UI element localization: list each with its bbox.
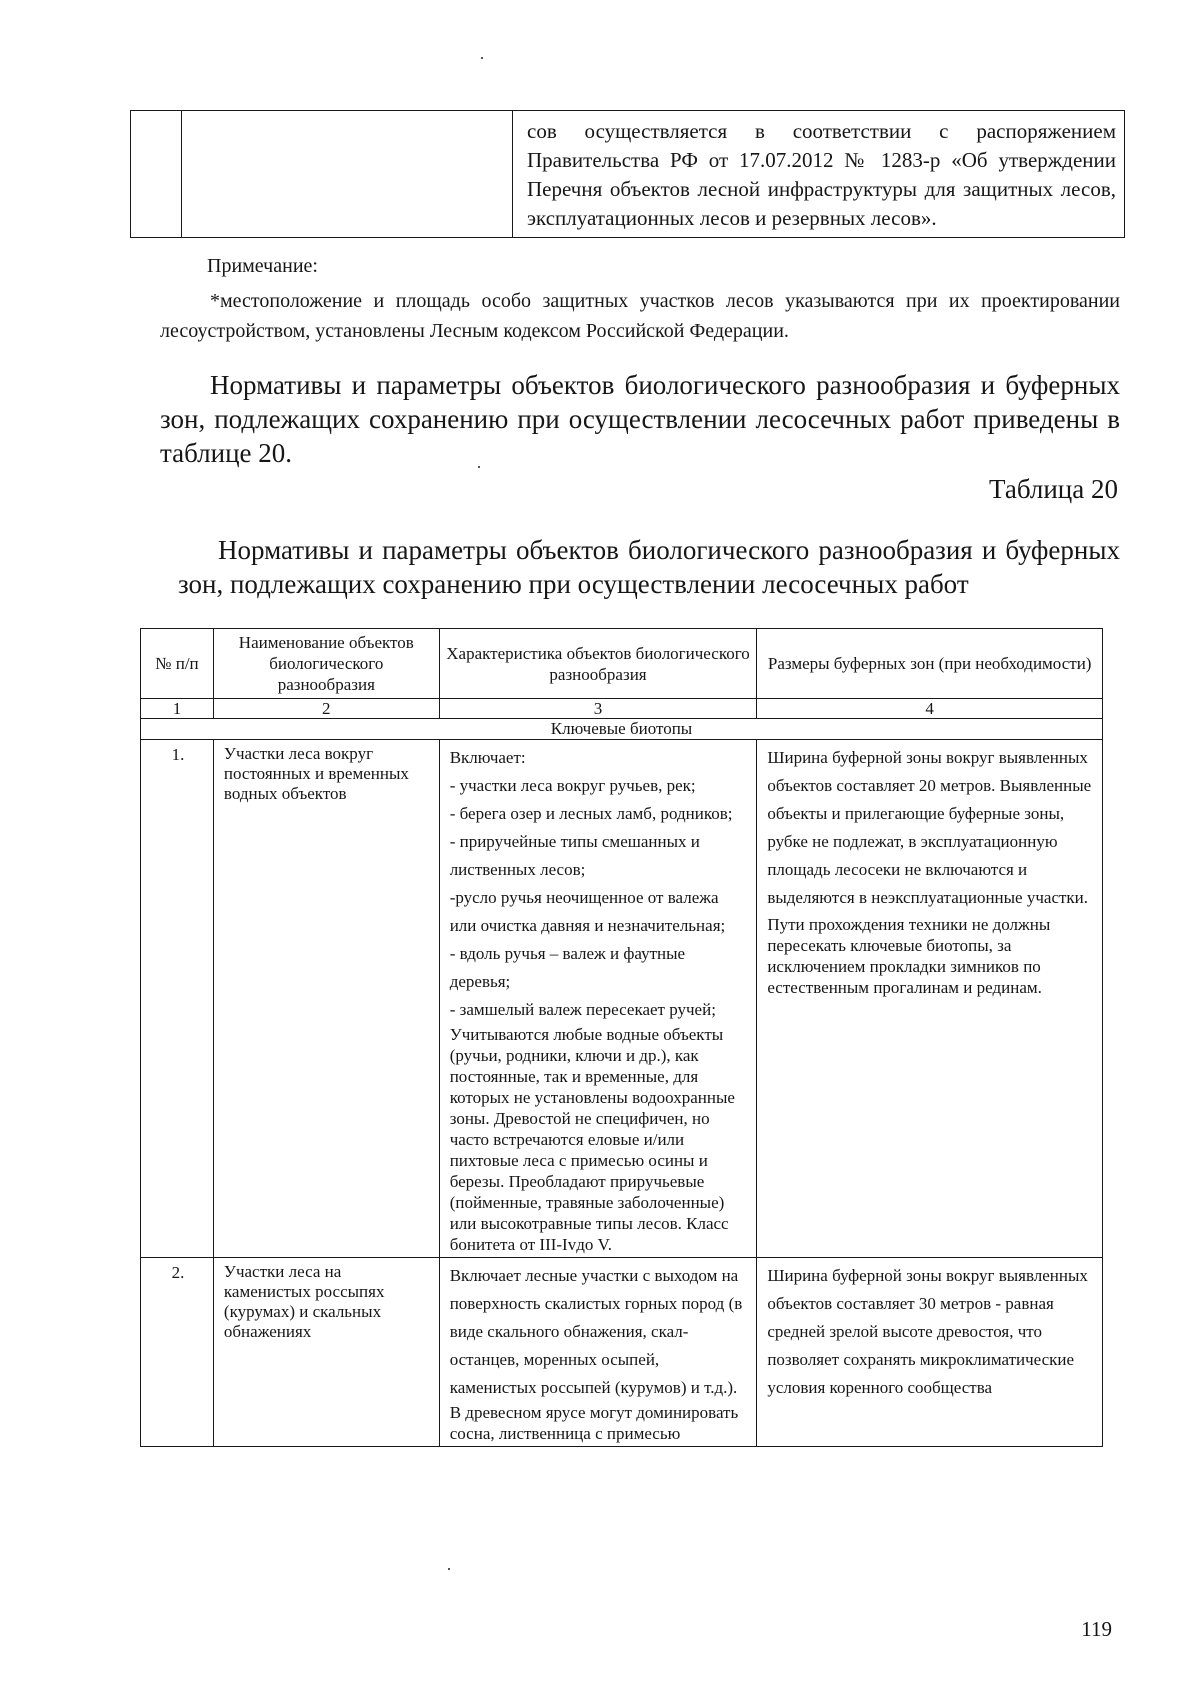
list-item: - участки леса вокруг ручьев, рек; bbox=[449, 776, 696, 795]
intro-paragraph: Нормативы и параметры объектов биологического разнообразия и буферных зон, подлежащих сохранению при осуществлении лесосечных работ приведены в таблице 20. bbox=[160, 370, 1120, 468]
row-buffer bbox=[757, 1258, 1103, 1447]
scan-speck bbox=[448, 1568, 450, 1570]
page-number: 119 bbox=[1081, 1617, 1112, 1641]
buffer-text: Ширина буферной зоны вокруг выявленных объектов составляет 30 метров - равная средней зрелой высоте древостоя, что позволяет сохранять микроклиматические условия коренного сообщества bbox=[767, 1266, 1088, 1397]
table-row bbox=[141, 1258, 1103, 1447]
empty-cell bbox=[182, 111, 513, 238]
row-characteristics bbox=[439, 740, 757, 1258]
group-title: Ключевые биотопы bbox=[141, 719, 1103, 740]
characteristics-text: Учитываются любые водные объекты (ручьи, родники, ключи и др.), как постоянные, так и временные, для которых не установлены водоохранные зоны. Древостой не специфичен, но часто встречаются еловые и/или пихтовые леса с примесью осины и березы. Преобладают приручьевые (пойменные, травяные заболоченные) или высокотравные типы лесов. Класс бонитета от III-Ivдо V. bbox=[449, 1025, 735, 1254]
column-number: 1 bbox=[141, 699, 214, 719]
column-number: 3 bbox=[439, 699, 757, 719]
characteristics-main: Включает лесные участки с выходом на поверхность скалистых горных пород (в виде скального обнажения, скал- останцев, моренных осыпей, каменистых россыпей (курумов) и т.д.). bbox=[449, 1266, 743, 1397]
row-name: Участки леса вокруг постоянных и временных водных объектов bbox=[213, 740, 439, 1258]
row-number: 1. bbox=[141, 740, 214, 1258]
list-item: - приручейные типы смешанных и лиственных лесов; bbox=[449, 832, 700, 879]
column-number-row bbox=[141, 699, 1103, 719]
scan-speck bbox=[481, 57, 483, 59]
scan-speck bbox=[478, 466, 480, 468]
note-label: Примечание: bbox=[207, 255, 318, 277]
column-number: 2 bbox=[213, 699, 439, 719]
note-text: *местоположение и площадь особо защитных участков лесов указываются при их проектировании лесоустройством, установлены Лесным кодексом Российской Федерации. bbox=[160, 290, 1120, 342]
table-title: Нормативы и параметры объектов биологического разнообразия и буферных зон, подлежащих сохранению при осуществлении лесосечных работ bbox=[178, 535, 1120, 599]
row-name: Участки леса на каменистых россыпях (курумах) и скальных обнажениях bbox=[213, 1258, 439, 1447]
characteristics-extra: В древесном ярусе могут доминировать сосна, лиственница с примесью bbox=[449, 1403, 739, 1443]
buffer-main: Ширина буферной зоны вокруг выявленных объектов составляет 20 метров. Выявленные объекты и прилегающие буферные зоны, рубке не подлежат, в эксплуатационную площадь лесосеки не включаются и выделяются в неэксплуатационные участки. bbox=[767, 748, 1092, 907]
table-row bbox=[131, 111, 1125, 238]
group-row bbox=[141, 719, 1103, 740]
characteristics-list bbox=[450, 744, 749, 1024]
list-item: - вдоль ручья – валеж и фаутные деревья; bbox=[449, 944, 686, 991]
header-row bbox=[141, 629, 1103, 699]
row-buffer bbox=[757, 740, 1103, 1258]
header-characteristics: Характеристика объектов биологического разнообразия bbox=[439, 629, 757, 699]
row-characteristics bbox=[439, 1258, 757, 1447]
biodiversity-table bbox=[140, 628, 1103, 1447]
buffer-extra: Пути прохождения техники не должны пересекать ключевые биотопы, за исключением прокладки зимников по естественным прогалинам и рединам. bbox=[767, 915, 1051, 997]
header-buffer: Размеры буферных зон (при необходимости) bbox=[757, 629, 1103, 699]
continuation-table bbox=[130, 110, 1125, 238]
column-number: 4 bbox=[757, 699, 1103, 719]
empty-cell bbox=[131, 111, 182, 238]
list-item: - берега озер и лесных ламб, родников; bbox=[449, 804, 733, 823]
continuation-text: сов осуществляется в соответствии с распоряжением Правительства РФ от 17.07.2012 № 1283-р «Об утверждении Перечня объектов лесной инфраструктуры для защитных лесов, эксплуатационных лесов и резервных лесов». bbox=[513, 111, 1125, 238]
list-item: - замшелый валеж пересекает ручей; bbox=[449, 1000, 716, 1019]
table-label: Таблица 20 bbox=[989, 474, 1118, 504]
row-number: 2. bbox=[141, 1258, 214, 1447]
header-name: Наименование объектов биологического разнообразия bbox=[213, 629, 439, 699]
header-number: № п/п bbox=[141, 629, 214, 699]
list-item: Включает: bbox=[449, 748, 526, 767]
table-row bbox=[141, 740, 1103, 1258]
list-item: -русло ручья неочищенное от валежа или очистка давняя и незначительная; bbox=[449, 888, 726, 935]
